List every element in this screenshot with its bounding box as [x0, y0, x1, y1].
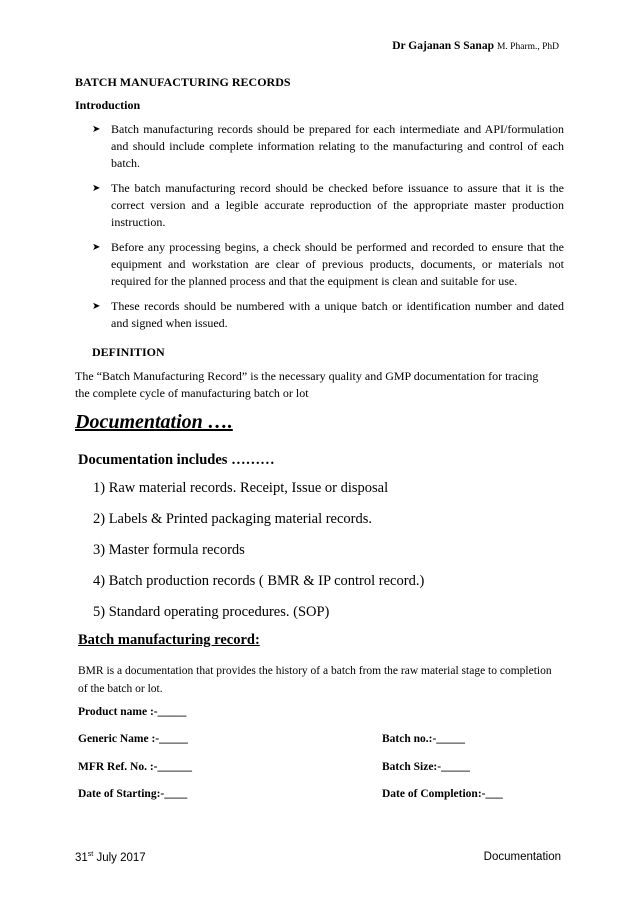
bmr-heading: Batch manufacturing record:	[78, 632, 260, 648]
documentation-list-item: 5) Standard operating procedures. (SOP)	[93, 604, 330, 620]
bullet-item	[92, 298, 564, 332]
documentation-includes-heading: Documentation includes ………	[78, 452, 275, 468]
footer-section: Documentation	[483, 851, 561, 863]
introduction-bullet-list	[92, 121, 564, 340]
bullet-item	[92, 121, 564, 172]
date-starting-field: Date of Starting:-____	[78, 788, 188, 800]
documentation-list	[93, 479, 424, 634]
batch-size-field: Batch Size:-_____	[382, 761, 470, 773]
documentation-list-item: 1) Raw material records. Receipt, Issue or disposal	[93, 480, 389, 496]
date-completion-field: Date of Completion:-___	[382, 788, 503, 800]
generic-name-field: Generic Name :-_____	[78, 733, 188, 745]
documentation-list-item: 2) Labels & Printed packaging material records.	[93, 511, 373, 527]
footer-date	[75, 851, 146, 864]
bmr-description: BMR is a documentation that provides the history of a batch from the raw material stage to completion of the batch or lot.	[78, 665, 552, 695]
introduction-heading: Introduction	[75, 98, 141, 112]
page-header	[392, 40, 559, 52]
footer-date-day: 31	[75, 851, 88, 864]
definition-text: The “Batch Manufacturing Record” is the necessary quality and GMP documentation for tracing the complete cycle of manufacturing batch or lot	[75, 369, 539, 400]
bullet-text: Before any processing begins, a check should be performed and recorded to ensure that the equipment and workstation are clear of previous products, documents, or materials not required for the planned process and that the equipment is clean and suitable for use.	[111, 240, 564, 288]
definition-heading: DEFINITION	[92, 345, 165, 359]
bullet-text: The batch manufacturing record should be checked before issuance to assure that it is the correct version and a legible accurate reproduction of the appropriate master production instruction.	[111, 181, 564, 229]
author-credentials: M. Pharm., PhD	[496, 42, 559, 52]
batch-no-field: Batch no.:-_____	[382, 733, 466, 745]
footer-date-suffix: st	[87, 851, 94, 858]
footer-date-rest: July 2017	[93, 851, 146, 864]
form-row	[78, 761, 564, 779]
product-name-field: Product name :-_____	[78, 706, 187, 718]
bullet-item	[92, 180, 564, 231]
document-title: BATCH MANUFACTURING RECORDS	[75, 75, 291, 89]
documentation-list-item: 3) Master formula records	[93, 542, 245, 558]
arrow-bullet-icon: ➤	[92, 301, 101, 312]
bullet-text: These records should be numbered with a unique batch or identification number and dated and signed when issued.	[111, 299, 564, 330]
documentation-heading: Documentation ….	[75, 411, 233, 433]
documentation-list-item: 4) Batch production records ( BMR & IP control record.)	[93, 573, 425, 589]
bullet-text: Batch manufacturing records should be prepared for each intermediate and API/formulation and should include complete information relating to the manufacturing and control of each batch.	[111, 122, 564, 170]
author-name: Dr Gajanan S Sanap	[392, 40, 494, 52]
form-row	[78, 733, 564, 751]
form-row	[78, 706, 564, 724]
arrow-bullet-icon: ➤	[92, 124, 101, 135]
mfr-ref-field: MFR Ref. No. :-______	[78, 761, 193, 773]
arrow-bullet-icon: ➤	[92, 183, 101, 194]
bullet-item	[92, 239, 564, 290]
form-row	[78, 788, 564, 806]
arrow-bullet-icon: ➤	[92, 242, 101, 253]
